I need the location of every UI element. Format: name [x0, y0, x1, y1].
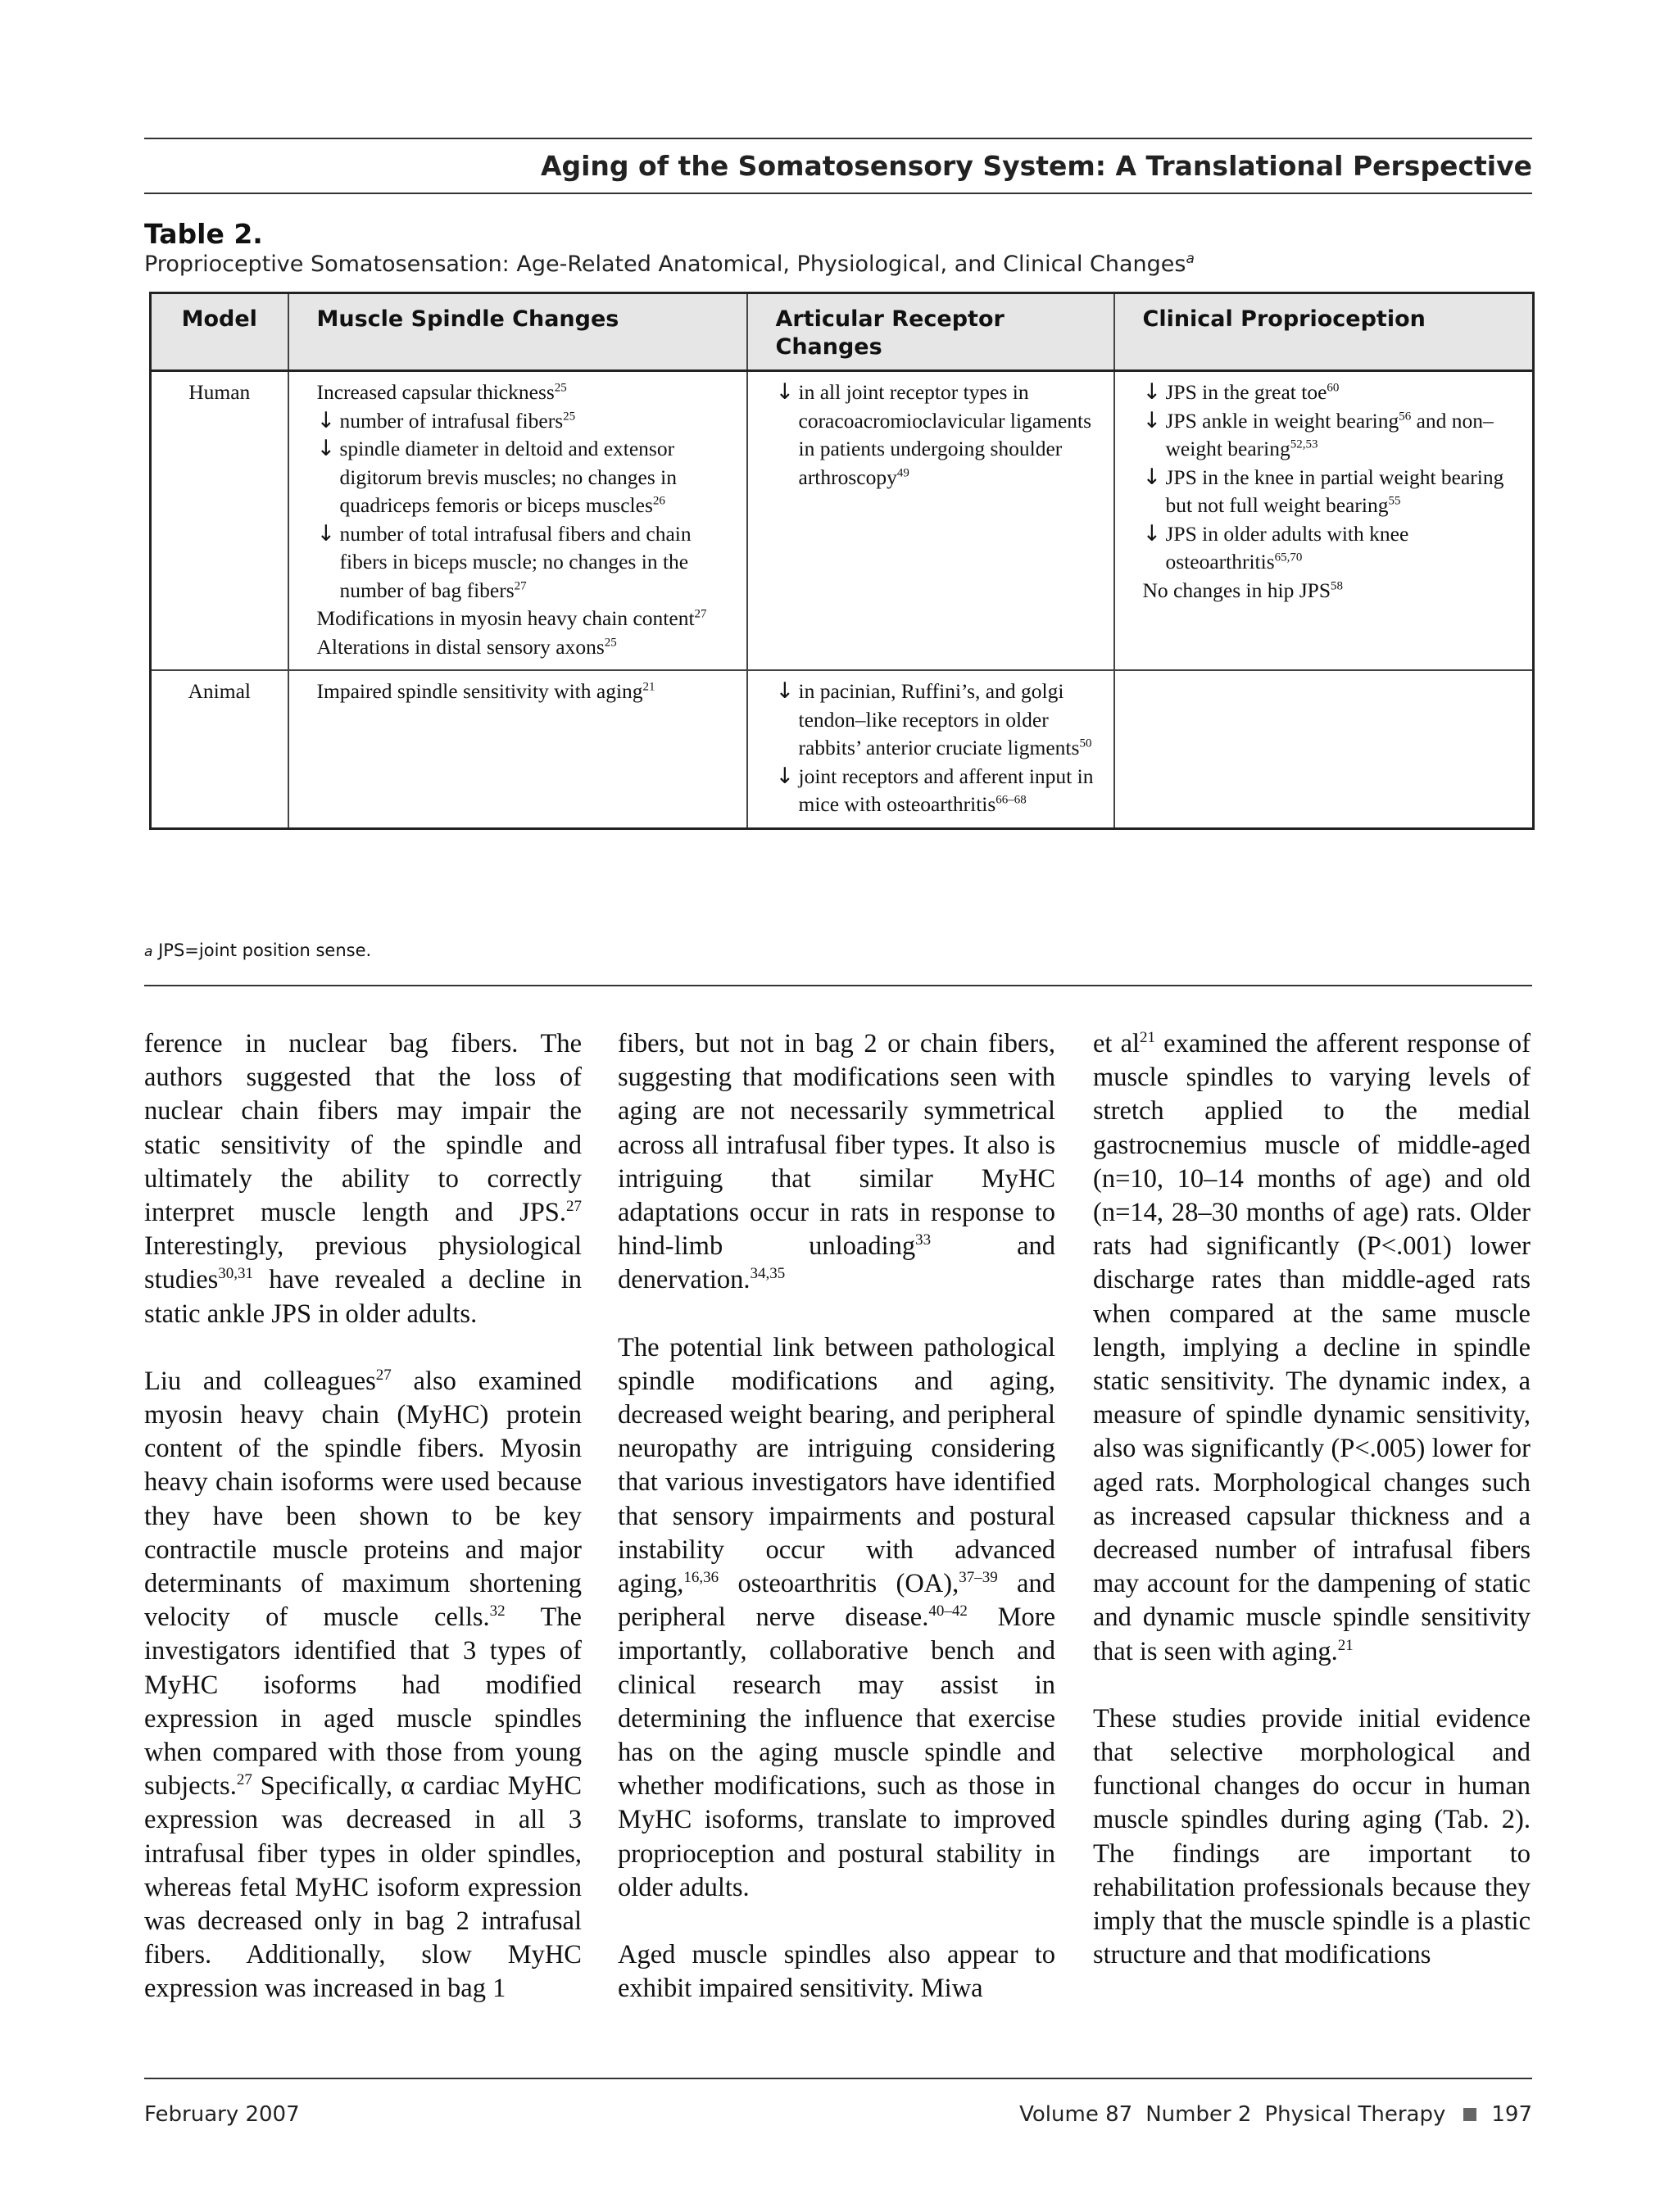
table-entry: ↓ JPS in the great toe$^{60}$	[1143, 378, 1522, 407]
table-entry: ↓ number of total intrafusal fibers and chain fibers in biceps muscle; no changes in the number of bag fibers$^{27}$	[316, 520, 692, 602]
down-arrow-icon: ↓	[1142, 407, 1162, 433]
table-entry: ↓ spindle diameter in deltoid and extensor digitorum brevis muscles; no changes in quadriceps femoris or biceps muscles$^{26}$	[316, 436, 677, 517]
down-arrow-icon: ↓	[316, 407, 336, 433]
articular-cell	[747, 371, 1114, 671]
footer-journal: Physical Therapy	[1264, 2102, 1446, 2127]
body-paragraph: ference in nuclear bag fibers. The authors suggested that the loss of nuclear chain fibers may impair the static sensitivity of the spindle and ultimately the ability to correctly interpret muscle length and JPS.$^{27}$ Interestingly, previous physiological studies$^{30,31}$ have revealed a decline in static ankle JPS in older adults.	[144, 1029, 582, 1329]
table-entry: Increased capsular thickness$^{25}$	[316, 380, 567, 404]
footer-citation	[1019, 2102, 1532, 2127]
table-caption: Proprioceptive Somatosensation: Age-Related Anatomical, Physiological, and Clinical Changes$^a$	[144, 251, 1195, 277]
body-column-1	[144, 1027, 582, 2040]
table-entry: ↓ number of intrafusal fibers$^{25}$	[317, 407, 735, 436]
table-entry: Impaired spindle sensitivity with aging$^{21}$	[316, 679, 655, 703]
table-entry: ↓ JPS in older adults with knee osteoarthritis$^{65,70}$	[1142, 520, 1409, 573]
footer-page-number: 197	[1491, 2102, 1532, 2127]
down-arrow-icon: ↓	[775, 678, 795, 704]
down-arrow-icon: ↓	[316, 520, 336, 546]
body-paragraph: fibers, but not in bag 2 or chain fibers, suggesting that modifications seen with aging are not necessarily symmetrical across all intrafusal fiber types. It also is intriguing that similar MyHC adaptations occur in rats in response to hind-limb unloading$^{33}$ and denervation.$^{34,35}$	[618, 1029, 1055, 1295]
table-entry: ↓ joint receptors and afferent input in mice with osteoarthritis$^{66-68}$	[775, 763, 1094, 816]
body-paragraph: Liu and colleagues$^{27}$ also examined myosin heavy chain (MyHC) protein content of the spindle fibers. Myosin heavy chain isoforms were used because they have been shown to be key contractile muscle proteins and major determinants of maximum shortening velocity of muscle cells.$^{32}$ The investigators identified that 3 types of MyHC isoforms had modified expression in aged muscle spindles when compared with those from young subjects.$^{27}$ Specifically, α cardiac MyHC expression was decreased in all 3 intrafusal fiber types in older spindles, whereas fetal MyHC isoform expression was decreased only in bag 2 intrafusal fibers. Additionally, slow MyHC expression was increased in bag 1	[144, 1366, 582, 2004]
footer-date: February 2007	[144, 2102, 300, 2127]
down-arrow-icon: ↓	[1142, 464, 1162, 490]
body-paragraph: The potential link between pathological spindle modifications and aging, decreased weight bearing, and peripheral neuropathy are intriguing considering that various investigators have identified that sensory impairments and postural instability occur with advanced aging,$^{16,36}$ osteoarthritis (OA),$^{37-39}$ and peripheral nerve disease.$^{40-42}$ More importantly, collaborative bench and clinical research may assist in determining the influence that exercise has on the aging muscle spindle and whether modifications, such as those in MyHC isoforms, translate to improved proprioception and postural stability in older adults.	[618, 1332, 1055, 1902]
table-entry: Alterations in distal sensory axons$^{25}$	[316, 634, 617, 659]
table-entry: ↓ in pacinian, Ruffini’s, and golgi tendon–like receptors in older rabbits’ anterior cruciate ligments$^{50}$	[775, 678, 1092, 759]
down-arrow-icon: ↓	[775, 379, 795, 405]
body-column-3	[1093, 1027, 1531, 2006]
table-header-row	[151, 293, 1534, 371]
body-paragraph: These studies provide initial evidence that selective morphological and functional changes do occur in human muscle spindles during aging (Tab. 2). The findings are important to rehabilitation professionals because they imply that the muscle spindle is a plastic structure and that modifications	[1093, 1703, 1531, 1970]
model-cell: Animal	[151, 670, 288, 828]
table-footnote: a JPS=joint position sense.	[144, 941, 372, 960]
footer-volume: Volume 87	[1019, 2102, 1133, 2127]
down-arrow-icon: ↓	[316, 436, 336, 461]
body-paragraph: et $al^{21}$ examined the afferent response of muscle spindles to varying levels of stretch applied to the medial gastrocnemius muscle of middle-aged (n=10, 10–14 months of age) and old (n=14, 28–30 months of age) rats. Older rats had significantly (P<.001) lower discharge rates than middle-aged rats when compared at the same muscle length, implying a decline in spindle static sensitivity. The dynamic index, a measure of spindle dynamic sensitivity, also was significantly (P<.005) lower for aged rats. Morphological changes such as increased capsular thickness and a decreased number of intrafusal fibers may account for the dampening of static and dynamic muscle spindle sensitivity that is seen with aging.$^{21}$	[1093, 1029, 1531, 1666]
footer-square-icon	[1463, 2108, 1476, 2121]
table-entry: Modifications in myosin heavy chain content$^{27}$	[316, 606, 707, 630]
header-bottom-rule	[144, 193, 1532, 194]
table-entry: ↓ in all joint receptor types in coracoacromioclavicular ligaments in patients undergoing shoulder arthroscopy$^{49}$	[775, 379, 1092, 489]
articular-cell	[747, 670, 1114, 828]
footer-rule	[144, 2078, 1532, 2079]
body-column-2	[618, 1027, 1055, 2039]
table-bottom-rule	[144, 985, 1532, 986]
table-entry: No changes in hip JPS$^{58}$	[1142, 578, 1343, 602]
table-entry: ↓ JPS in the knee in partial weight bearing but not full weight bearing$^{55}$	[1142, 464, 1504, 517]
clinical-cell	[1114, 371, 1534, 671]
header-top-rule	[144, 138, 1532, 139]
down-arrow-icon: ↓	[775, 763, 795, 789]
col-header-clinical: Clinical Proprioception	[1114, 293, 1534, 371]
muscle-spindle-cell	[288, 670, 747, 828]
table-entry: ↓ JPS ankle in weight bearing$^{56}$ and non–weight bearing$^{52,53}$	[1142, 407, 1494, 460]
footer-number: Number 2	[1145, 2102, 1252, 2127]
down-arrow-icon: ↓	[1142, 520, 1162, 546]
muscle-spindle-cell	[288, 371, 747, 671]
col-header-articular: Articular Receptor Changes	[747, 293, 1114, 371]
running-title: Aging of the Somatosensory System: A Translational Perspective	[540, 150, 1532, 182]
col-header-model: Model	[151, 293, 288, 371]
col-header-muscle-spindle: Muscle Spindle Changes	[288, 293, 747, 371]
table-row	[151, 371, 1534, 671]
down-arrow-icon: ↓	[1142, 379, 1162, 405]
clinical-cell	[1114, 670, 1534, 828]
table-row	[151, 670, 1534, 828]
model-cell: Human	[188, 380, 251, 404]
data-table	[149, 292, 1535, 830]
body-paragraph: Aged muscle spindles also appear to exhibit impaired sensitivity. Miwa	[618, 1940, 1055, 2004]
table-label: Table 2.	[144, 218, 263, 250]
